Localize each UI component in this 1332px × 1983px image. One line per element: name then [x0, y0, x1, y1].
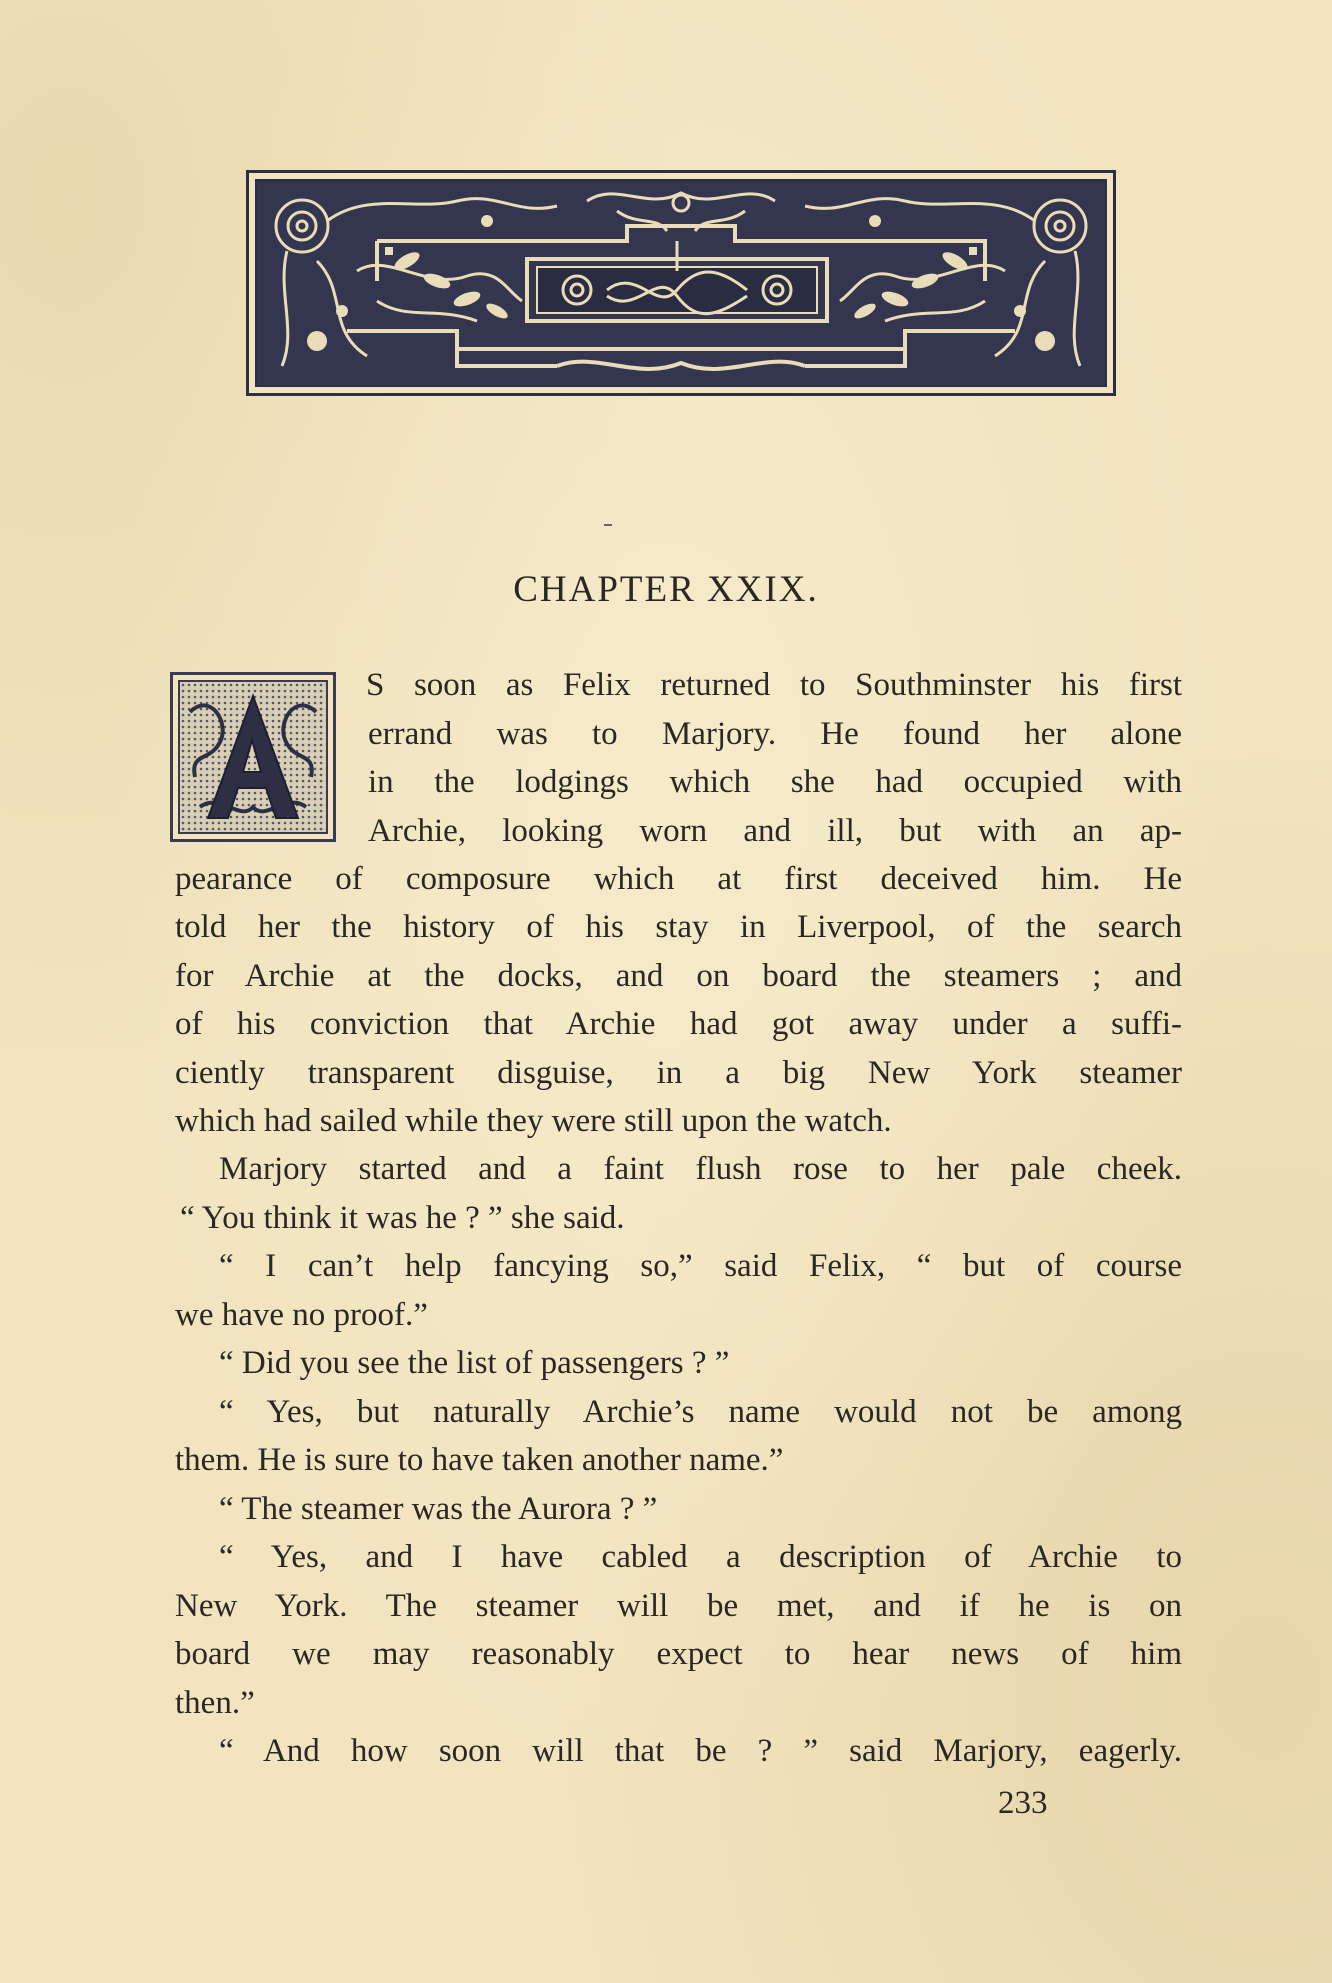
text-line-13: “ I can’t help fancying so,” said Felix, “ but of course — [219, 1248, 1182, 1284]
text-line-20: New York. The steamer will be met, and if he is on — [175, 1588, 1182, 1624]
text-line-12: “ You think it was he ? ” she said. — [180, 1200, 625, 1236]
text-line-14: we have no proof.” — [175, 1297, 428, 1333]
page-number: 233 — [998, 1785, 1048, 1821]
text-line-5: pearance of composure which at first deceived him. He — [175, 861, 1182, 897]
text-line-1: S soon as Felix returned to Southminster his first — [366, 667, 1182, 703]
text-line-19: “ Yes, and I have cabled a description of Archie to — [219, 1539, 1182, 1575]
text-line-23: “ And how soon will that be ? ” said Marjory, eagerly. — [219, 1733, 1182, 1769]
text-line-3: in the lodgings which she had occupied with — [368, 764, 1182, 800]
text-line-17: them. He is sure to have taken another name.” — [175, 1442, 784, 1478]
text-line-21: board we may reasonably expect to hear news of him — [175, 1636, 1182, 1672]
text-line-8: of his conviction that Archie had got away under a suffi- — [175, 1006, 1182, 1042]
text-line-7: for Archie at the docks, and on board the steamers ; and — [175, 958, 1182, 994]
text-line-18: “ The steamer was the Aurora ? ” — [219, 1491, 658, 1527]
text-line-11: Marjory started and a faint flush rose to her pale cheek. — [219, 1151, 1182, 1187]
drop-cap-letter-a — [180, 682, 326, 832]
ornamental-headpiece — [246, 170, 1116, 396]
small-rule-mark — [604, 524, 612, 526]
text-line-9: ciently transparent disguise, in a big New York steamer — [175, 1055, 1182, 1091]
text-line-4: Archie, looking worn and ill, but with an ap- — [368, 813, 1182, 849]
text-line-22: then.” — [175, 1685, 255, 1721]
text-line-15: “ Did you see the list of passengers ? ” — [219, 1345, 730, 1381]
text-line-2: errand was to Marjory. He found her alone — [368, 716, 1182, 752]
text-line-16: “ Yes, but naturally Archie’s name would not be among — [219, 1394, 1182, 1430]
drop-cap-initial — [170, 672, 336, 842]
text-line-6: told her the history of his stay in Liverpool, of the search — [175, 909, 1182, 945]
chapter-title: CHAPTER XXIX. — [513, 569, 819, 610]
text-line-10: which had sailed while they were still upon the watch. — [175, 1103, 892, 1139]
